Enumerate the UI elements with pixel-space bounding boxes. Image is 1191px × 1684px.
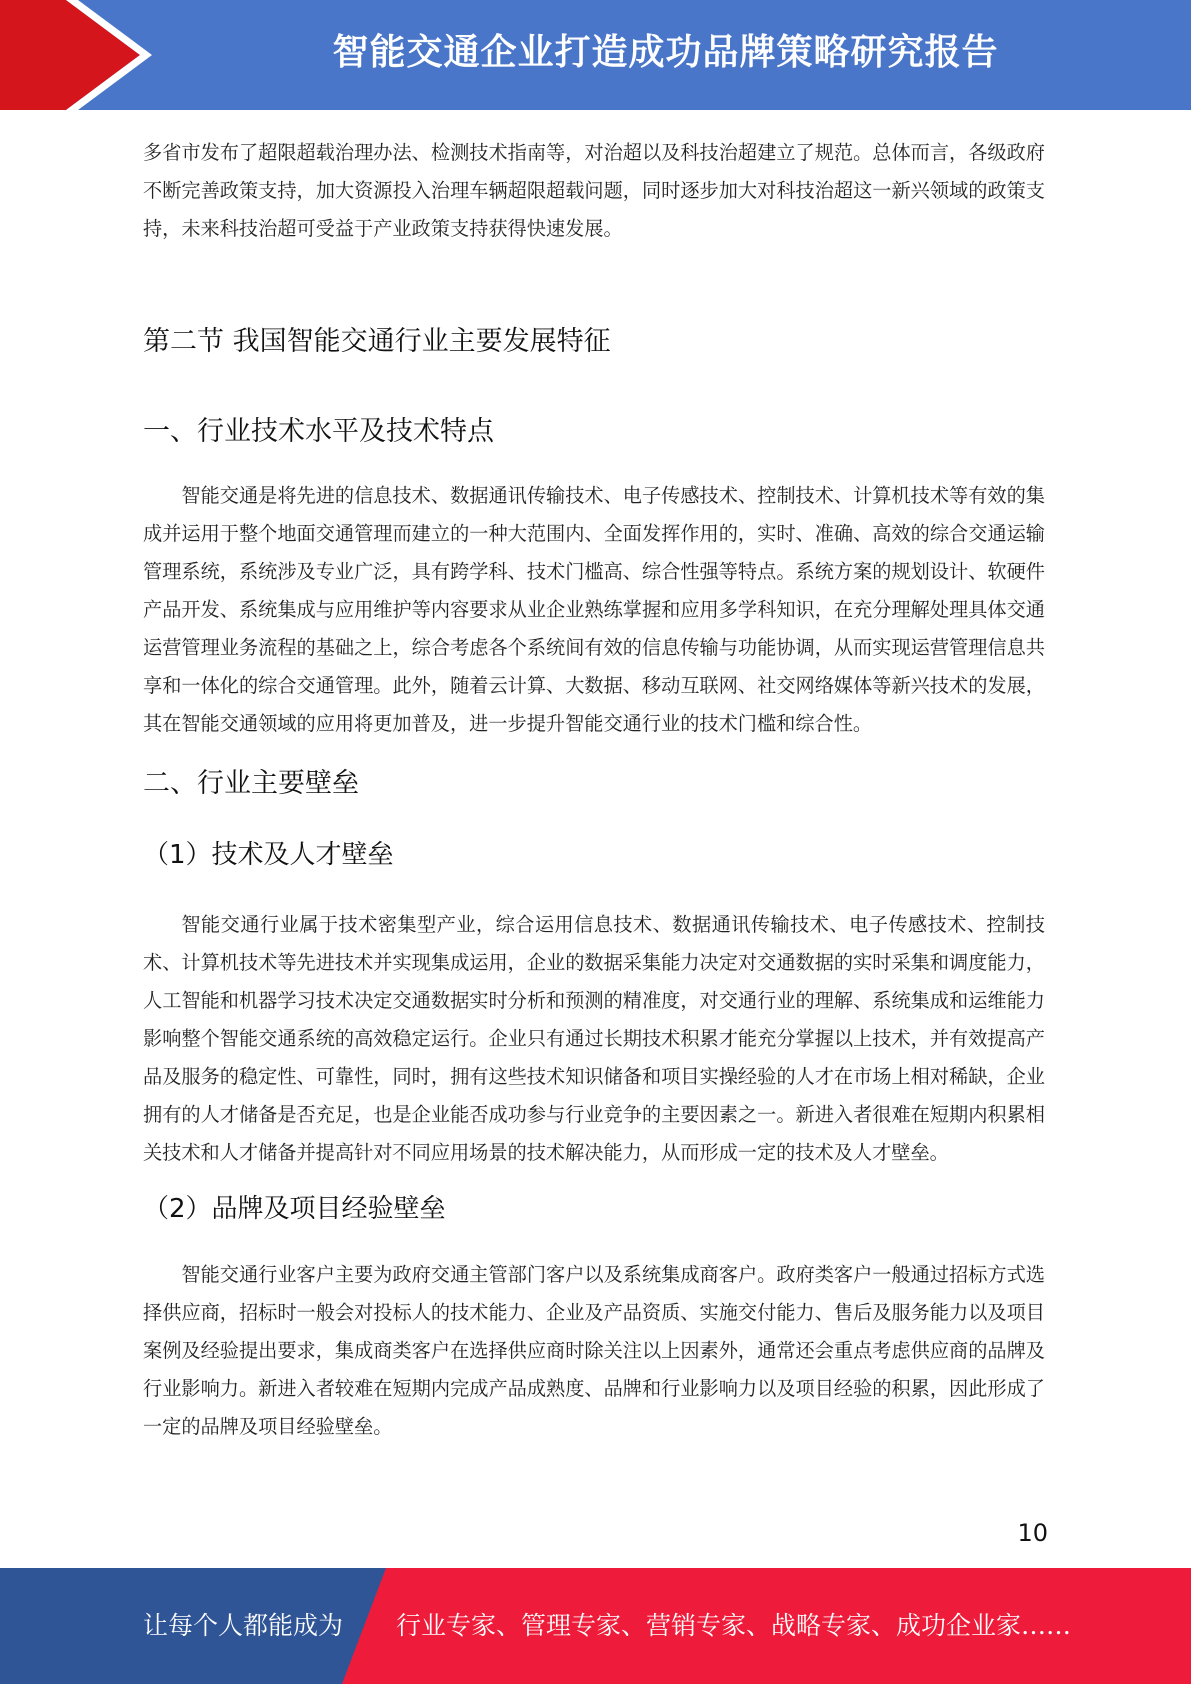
- footer-slogan-right: 行业专家、管理专家、营销专家、战略专家、成功企业家……: [396, 1611, 1072, 1640]
- subsection-heading-tech: 一、行业技术水平及技术特点: [143, 416, 494, 447]
- section-heading: 第二节 我国智能交通行业主要发展特征: [143, 326, 611, 357]
- page-header: [0, 0, 1191, 110]
- item-heading-tech-talent: （1）技术及人才壁垒: [143, 840, 394, 870]
- report-title: 智能交通企业打造成功品牌策略研究报告: [332, 32, 999, 73]
- footer-slogan-left: 让每个人都能成为: [143, 1611, 344, 1640]
- page-footer: [0, 1568, 1191, 1684]
- item-heading-brand-experience: （2）品牌及项目经验壁垒: [143, 1194, 446, 1224]
- tech-talent-paragraph: 智能交通行业属于技术密集型产业，综合运用信息技术、数据通讯传输技术、电子传感技术、控制技术、计算机技术等先进技术并实现集成运用，企业的数据采集能力决定对交通数据的实时采集和调度能力，人工智能和机器学习技术决定交通数据实时分析和预测的精准度，对交通行业的理解、系统集成和运维能力影响整个智能交通系统的高效稳定运行。企业只有通过长期技术积累才能充分掌握以上技术，并有效提高产品及服务的稳定性、可靠性，同时，拥有这些技术知识储备和项目实操经验的人才在市场上相对稀缺，企业拥有的人才储备是否充足，也是企业能否成功参与行业竞争的主要因素之一。新进入者很难在短期内积累相关技术和人才储备并提高针对不同应用场景的技术解决能力，从而形成一定的技术及人才壁垒。: [143, 913, 1045, 1164]
- subsection-heading-barriers: 二、行业主要壁垒: [143, 768, 359, 799]
- intro-paragraph: 多省市发布了超限超载治理办法、检测技术指南等，对治超以及科技治超建立了规范。总体而言，各级政府不断完善政策支持，加大资源投入治理车辆超限超载问题，同时逐步加大对科技治超这一新兴领域的政策支持，未来科技治超可受益于产业政策支持获得快速发展。: [143, 141, 1045, 240]
- header-chevron-decoration: [0, 0, 160, 110]
- page-content: [143, 134, 1045, 1446]
- tech-paragraph: 智能交通是将先进的信息技术、数据通讯传输技术、电子传感技术、控制技术、计算机技术等有效的集成并运用于整个地面交通管理而建立的一种大范围内、全面发挥作用的，实时、准确、高效的综合交通运输管理系统，系统涉及专业广泛，具有跨学科、技术门槛高、综合性强等特点。系统方案的规划设计、软硬件产品开发、系统集成与应用维护等内容要求从业企业熟练掌握和应用多学科知识，在充分理解处理具体交通运营管理业务流程的基础之上，综合考虑各个系统间有效的信息传输与功能协调，从而实现运营管理信息共享和一体化的综合交通管理。此外，随着云计算、大数据、移动互联网、社交网络媒体等新兴技术的发展，其在智能交通领域的应用将更加普及，进一步提升智能交通行业的技术门槛和综合性。: [143, 484, 1045, 735]
- page-number: 10: [1017, 1519, 1048, 1547]
- brand-experience-paragraph: 智能交通行业客户主要为政府交通主管部门客户以及系统集成商客户。政府类客户一般通过招标方式选择供应商，招标时一般会对投标人的技术能力、企业及产品资质、实施交付能力、售后及服务能力以及项目案例及经验提出要求，集成商类客户在选择供应商时除关注以上因素外，通常还会重点考虑供应商的品牌及行业影响力。新进入者较难在短期内完成产品成熟度、品牌和行业影响力以及项目经验的积累，因此形成了一定的品牌及项目经验壁垒。: [143, 1263, 1045, 1438]
